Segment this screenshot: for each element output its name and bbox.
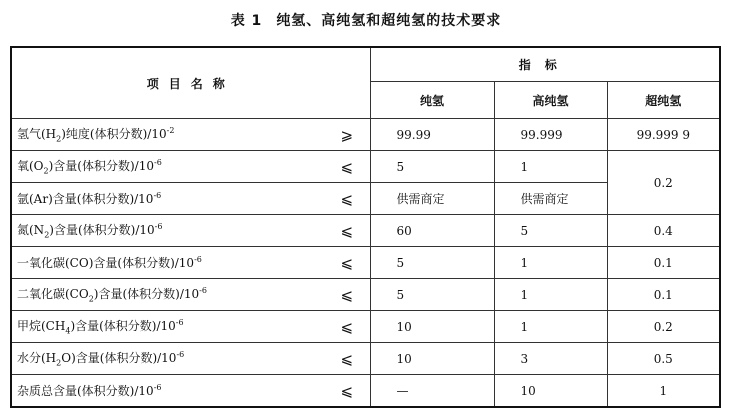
item-name: 氢气$(H_2)$纯度(体积分数)$/10^{-2}$ bbox=[11, 119, 324, 151]
pure-value: 10 bbox=[370, 311, 494, 343]
pure-value: 10 bbox=[370, 343, 494, 375]
item-name: 氩(Ar)含量(体积分数)$/10^{-6}$ bbox=[11, 183, 324, 215]
table-row bbox=[11, 343, 720, 375]
ultra-pure-value: 0.1 bbox=[607, 247, 720, 279]
pure-value: 供需商定 bbox=[370, 183, 494, 215]
item-name: 氮$(N_2)$含量(体积分数)$/10^{-6}$ bbox=[11, 215, 324, 247]
ultra-pure-value: 0.4 bbox=[607, 215, 720, 247]
table-row bbox=[11, 375, 720, 408]
high-purity-value: 供需商定 bbox=[494, 183, 607, 215]
pure-value: 60 bbox=[370, 215, 494, 247]
ultra-pure-value: 0.1 bbox=[607, 279, 720, 311]
table-row bbox=[11, 119, 720, 151]
high-purity-value: 1 bbox=[494, 279, 607, 311]
operator-symbol: ⩽ bbox=[324, 151, 370, 183]
operator-symbol: ⩽ bbox=[324, 247, 370, 279]
table-row bbox=[11, 151, 720, 183]
item-name: 氧$(O_2)$含量(体积分数)$/10^{-6}$ bbox=[11, 151, 324, 183]
high-purity-value: 99.999 bbox=[494, 119, 607, 151]
header-item-name: 项目名称 bbox=[11, 47, 370, 119]
table-title bbox=[0, 10, 732, 30]
item-name: 杂质总含量(体积分数)$/10^{-6}$ bbox=[11, 375, 324, 408]
table-row bbox=[11, 311, 720, 343]
operator-symbol: ⩽ bbox=[324, 375, 370, 408]
header-col-pure: 纯氢 bbox=[370, 82, 494, 119]
high-purity-value: 1 bbox=[494, 311, 607, 343]
ultra-pure-value: 0.2 bbox=[607, 311, 720, 343]
item-name: 二氧化碳$(CO_2)$含量(体积分数)$/10^{-6}$ bbox=[11, 279, 324, 311]
operator-symbol: ⩽ bbox=[324, 215, 370, 247]
operator-symbol: ⩽ bbox=[324, 279, 370, 311]
item-name: 甲烷$(CH_4)$含量(体积分数)$/10^{-6}$ bbox=[11, 311, 324, 343]
pure-value: — bbox=[370, 375, 494, 408]
header-col-high-purity: 高纯氢 bbox=[494, 82, 607, 119]
pure-value: 99.99 bbox=[370, 119, 494, 151]
high-purity-value: 1 bbox=[494, 247, 607, 279]
pure-value: 5 bbox=[370, 279, 494, 311]
operator-symbol: ⩽ bbox=[324, 343, 370, 375]
ultra-pure-value: 99.999 9 bbox=[607, 119, 720, 151]
header-index: 指标 bbox=[370, 47, 720, 82]
operator-symbol: ⩽ bbox=[324, 311, 370, 343]
hydrogen-requirements-table bbox=[10, 46, 721, 408]
table-row bbox=[11, 247, 720, 279]
ultra-pure-value: 1 bbox=[607, 375, 720, 408]
high-purity-value: 5 bbox=[494, 215, 607, 247]
table-row bbox=[11, 279, 720, 311]
high-purity-value: 3 bbox=[494, 343, 607, 375]
table-title-text: 纯氢、高纯氢和超纯氢的技术要求 bbox=[276, 13, 502, 29]
item-name: 水分$(H_2O)$含量(体积分数)$/10^{-6}$ bbox=[11, 343, 324, 375]
table-number: 表 1 bbox=[230, 13, 263, 29]
item-name: 一氧化碳(CO)含量(体积分数)$/10^{-6}$ bbox=[11, 247, 324, 279]
header-col-ultra-pure: 超纯氢 bbox=[607, 82, 720, 119]
operator-symbol: ⩾ bbox=[324, 119, 370, 151]
table-row bbox=[11, 215, 720, 247]
ultra-pure-value: 0.2 bbox=[607, 151, 720, 215]
pure-value: 5 bbox=[370, 151, 494, 183]
high-purity-value: 1 bbox=[494, 151, 607, 183]
ultra-pure-value: 0.5 bbox=[607, 343, 720, 375]
operator-symbol: ⩽ bbox=[324, 183, 370, 215]
pure-value: 5 bbox=[370, 247, 494, 279]
high-purity-value: 10 bbox=[494, 375, 607, 408]
